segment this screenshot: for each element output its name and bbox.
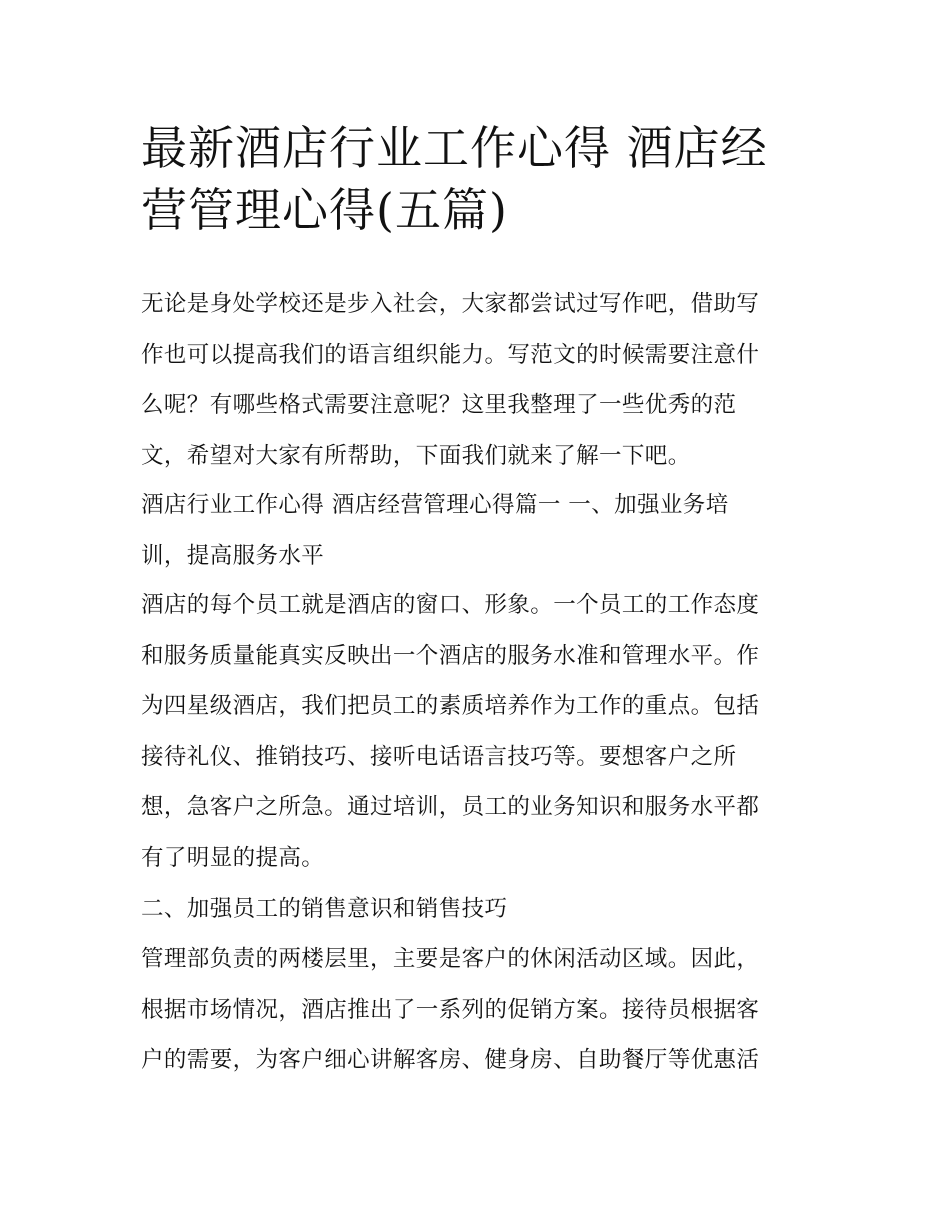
section-one-heading: 酒店行业工作心得 酒店经营管理心得篇一 一、加强业务培 训，提高服务水平 <box>141 492 729 569</box>
intro-paragraph: 无论是身处学校还是步入社会，大家都尝试过写作吧，借助写 作也可以提高我们的语言组织能力。写范文的时候需要注意什 么呢？有哪些格式需要注意呢？这里我整理了一些优秀的范 文，希望对大家有所帮助，下面我们就来了解一下吧。 <box>141 291 760 469</box>
section-two-heading: 二、加强员工的销售意识和销售技巧 <box>141 896 508 922</box>
training-paragraph: 酒店的每个员工就是酒店的窗口、形象。一个员工的工作态度 和服务质量能真实反映出一个酒店的服务水准和管理水平。作 为四星级酒店，我们把员工的素质培养作为工作的重点。包括 接待礼仪、推销技巧、接听电话语言技巧等。要想客户之所 想，急客户之所急。通过培训，员工的业务知识和服务水平都 有了明显的提高。 <box>141 592 760 871</box>
document-title: 最新酒店行业工作心得 酒店经 营管理心得(五篇) <box>141 121 768 237</box>
sales-paragraph: 管理部负责的两楼层里，主要是客户的休闲活动区域。因此， 根据市场情况，酒店推出了一系列的促销方案。接待员根据客 户的需要，为客户细心讲解客房、健身房、自助餐厅等优惠活 <box>141 946 760 1073</box>
